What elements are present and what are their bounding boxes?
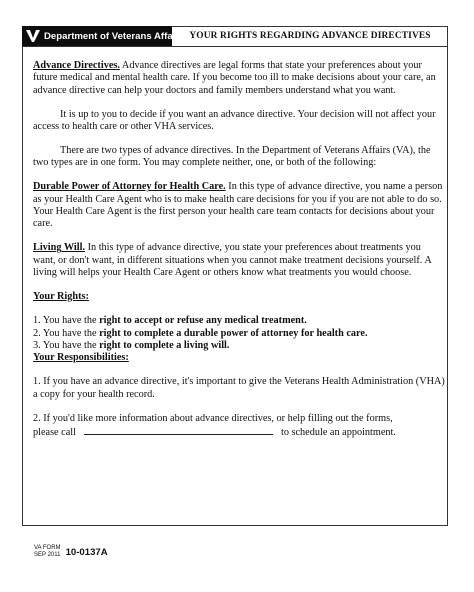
form-date: SEP 2011 (34, 551, 61, 558)
rights-item (33, 315, 445, 327)
rights-list (33, 315, 445, 352)
dpoa-paragraph (33, 181, 445, 230)
form-header (22, 26, 448, 47)
decide-paragraph: It is up to you to decide if you want an advance directive. Your decision will not affect your access to health care or other VHA services. (33, 108, 436, 132)
rights-item-text: You have the (42, 339, 100, 351)
dpoa-heading: Durable Power of Attorney for Health Care. (33, 181, 226, 193)
form-body (33, 60, 445, 451)
advance-directives-text: Advance directives are legal forms that state your preferences about your future medical and mental health care. If you become too ill to make decisions about your care, an advance directive can help your doctors and family members understand what you want. (33, 60, 436, 96)
form-title: YOUR RIGHTS REGARDING ADVANCE DIRECTIVES (189, 31, 431, 41)
form-number: 10-0137A (65, 547, 108, 558)
responsibilities-heading-line (33, 352, 445, 364)
responsibility-item-1: 1. If you have an advance directive, it's important to give the Veterans Health Administration (VHA) a copy for your health record. (33, 376, 445, 400)
agency-name: Department of Veterans Affairs (44, 30, 185, 42)
advance-directives-heading: Advance Directives. (33, 60, 120, 71)
advance-directives-paragraph (33, 60, 445, 97)
rights-item-bold: right to accept or refuse any medical treatment. (99, 315, 307, 327)
rights-heading: Your Rights: (33, 291, 89, 303)
rights-item-bold: right to complete a durable power of attorney for health care. (99, 327, 368, 339)
responsibility-item-2-text: 2. If you'd like more information about advance directives, or help filling out the forms, (33, 412, 393, 424)
living-will-text: In this type of advance directive, you state your preferences about treatments you want, or don't want, in different situations when you cannot make treatment decisions yourself. A living will helps your Health Care Agent or others know what treatments you would choose. (33, 242, 432, 279)
rights-item-number: 3. (33, 339, 41, 351)
rights-heading-line (33, 291, 445, 303)
living-will-paragraph (33, 242, 445, 279)
living-will-heading: Living Will. (33, 242, 86, 254)
rights-item-number: 2. (33, 327, 41, 339)
rights-item-number: 1. (33, 315, 41, 327)
types-paragraph: There are two types of advance directives. In the Department of Veterans Affairs (VA), the two types are in one form. You may complete neither, one, or both of the following: (33, 145, 431, 169)
responsibility-item-2 (33, 413, 445, 440)
va-seal-icon (25, 29, 41, 43)
form-footer (34, 545, 108, 558)
schedule-text: to schedule an appointment. (280, 426, 396, 438)
rights-item-bold: right to complete a living will. (99, 339, 230, 351)
responsibilities-heading: Your Responsibilities: (33, 352, 129, 364)
form-label-block (34, 545, 61, 558)
please-call-label: please call (33, 426, 76, 438)
rights-item-text: You have the (42, 315, 100, 327)
phone-number-blank[interactable] (84, 425, 273, 435)
rights-item (33, 328, 445, 340)
va-logo (22, 26, 185, 46)
rights-item-text: You have the (42, 327, 100, 339)
form-label: VA FORM (34, 545, 61, 551)
dpoa-text: In this type of advance directive, you name a person as your Health Care Agent who is to make health care decisions for you if you are not able to do so. Your Health Care Agent is the first person your health care team contacts for decisions about your care. (33, 181, 443, 230)
rights-item (33, 340, 445, 352)
